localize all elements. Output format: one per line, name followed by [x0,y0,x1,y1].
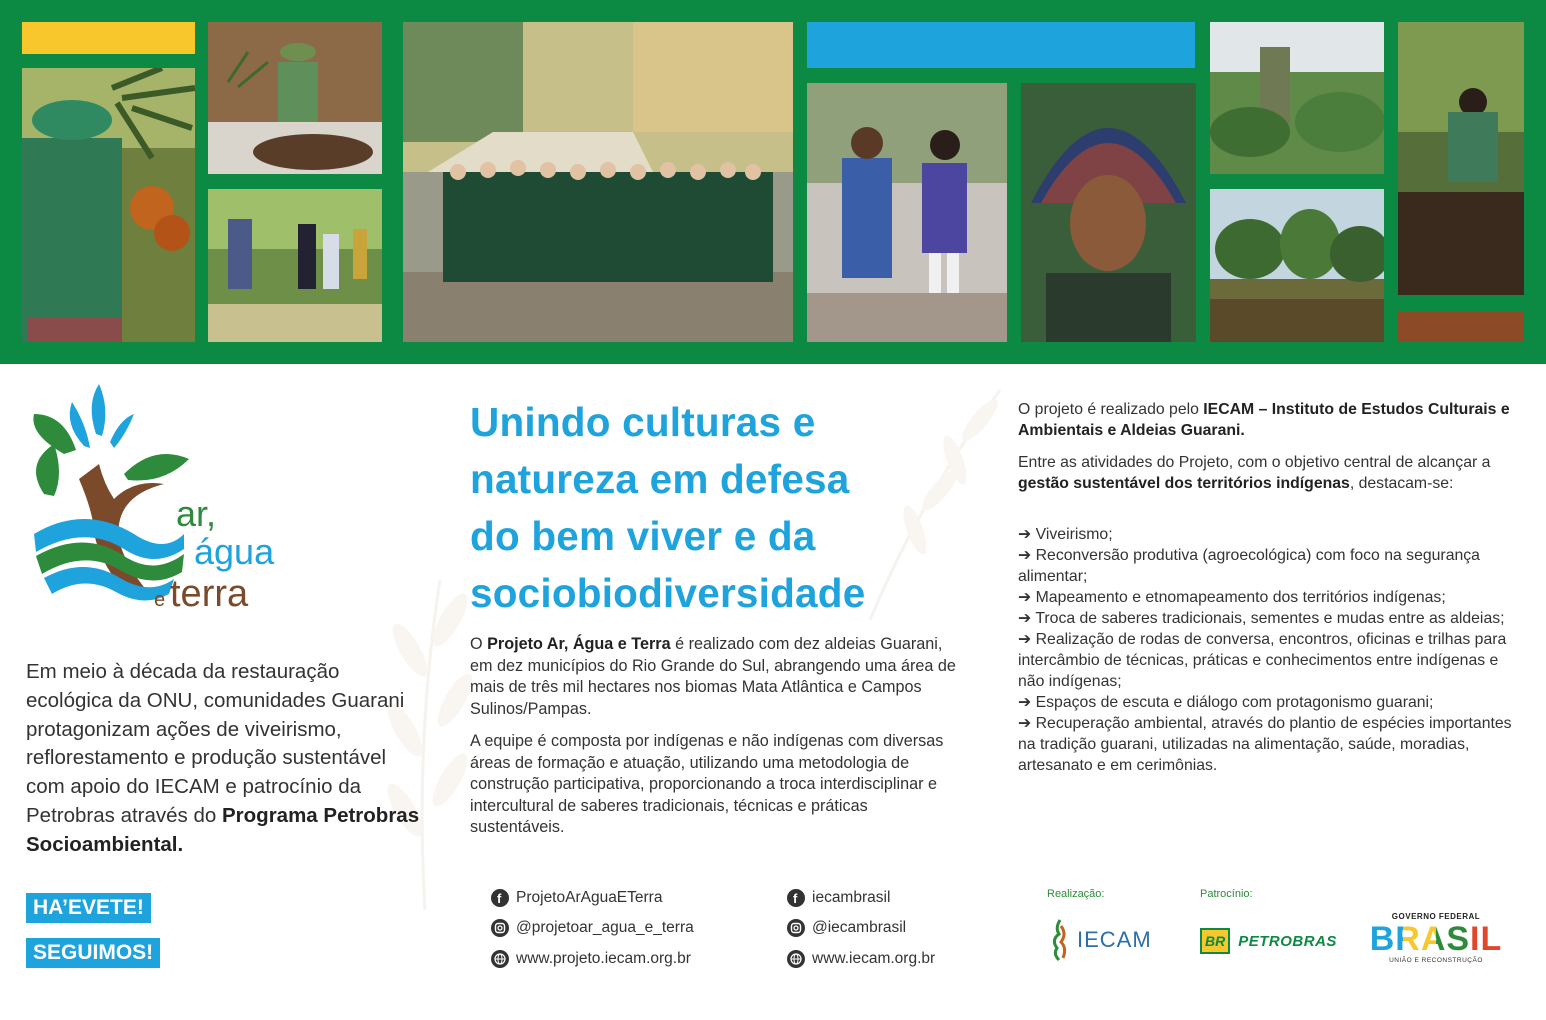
project-instagram-text: @projetoar_agua_e_terra [516,919,694,936]
petrobras-logo [1200,928,1337,954]
activity-item: ➔ Espaços de escuta e diálogo com protagonismo guarani; [1018,694,1434,711]
globe-icon [491,950,509,968]
realizacao-label: Realização: [1047,888,1105,900]
gov-top-text: GOVERNO FEDERAL [1391,912,1481,921]
project-website-link[interactable] [491,950,691,968]
activity-item: ➔ Realização de rodas de conversa, encontros, oficinas e trilhas para intercâmbio de técnicas, práticas e conhecimentos entre indígenas e não indígenas; [1018,631,1507,690]
logo-text-e: e [154,589,166,611]
facebook-icon [787,889,805,907]
photo-children-seedlings [807,83,1007,342]
body-p1-rest: é realizado com dez aldeias Guarani, em dez municípios do Rio Grande do Sul, abrangendo uma área de mais de três mil hectares nos biomas Mata Atlântica e Campos Sulinos/Pampas. [470,635,956,718]
headline-line-2: natureza em defesa [470,456,850,502]
right-p2-bold: gestão sustentável dos territórios indígenas [1018,475,1350,492]
headline [470,394,970,622]
photo-guarani-leader [1021,83,1196,342]
gov-bottom-text: UNIÃO E RECONSTRUÇÃO [1389,957,1483,964]
iecam-instagram-link[interactable] [787,919,906,937]
photo-man-planting [1398,22,1524,295]
intro-body: Em meio à década da restauração ecológica da ONU, comunidades Guarani protagonizam ações de viveirismo, reflorestamento e produção sustentável com apoio do IECAM e patrocínio da Petrobras através do [26,660,405,827]
headline-line-1: Unindo culturas e [470,399,816,445]
activity-item: ➔ Troca de saberes tradicionais, sementes e mudas entre as aldeias; [1018,610,1505,627]
petrobras-logo-text: PETROBRAS [1238,932,1337,950]
logo-text-terra: terra [170,573,249,615]
iecam-facebook-link[interactable] [787,889,890,907]
instagram-icon [491,919,509,937]
iecam-facebook-text: iecambrasil [812,889,891,906]
globe-icon [787,950,805,968]
photo-women-field [208,189,382,342]
photo-team-group [403,22,793,342]
right-paragraph-1 [1018,399,1518,441]
photo-nursery-garden [1210,22,1384,174]
right-p1-iecam: IECAM – Instituto de Estudos Culturais e Ambientais e Aldeias Guarani. [1018,401,1510,439]
right-p1-pre: O projeto é realizado pelo [1018,401,1204,418]
headline-line-4: sociobiodiversidade [470,570,866,616]
instagram-icon [787,919,805,937]
photo-soil-seedlings [208,22,382,174]
blue-swatch [807,22,1195,68]
activity-item: ➔ Recuperação ambiental, através do plantio de espécies importantes na tradição guarani, utilizadas na alimentação, saúde, moradias, artesanato e em cerimônias. [1018,715,1512,774]
facebook-icon [491,889,509,907]
body-paragraph-1 [470,634,960,720]
brown-swatch [1398,311,1524,342]
headline-line-3: do bem viver e da [470,513,816,559]
patrocinio-label: Patrocínio: [1200,888,1253,900]
project-facebook-text: ProjetoArAguaETerra [516,889,663,906]
iecam-logo [1047,918,1152,962]
activity-item: ➔ Mapeamento e etnomapeamento dos territórios indígenas; [1018,589,1446,606]
body-p1-project: Projeto Ar, Água e Terra [487,635,671,653]
photo-banner [0,0,1546,364]
right-p2-pre: Entre as atividades do Projeto, com o objetivo central de alcançar a [1018,454,1491,471]
gov-brasil-text: BRASIL [1369,920,1503,958]
activities-list [1018,524,1518,776]
iecam-website-text: www.iecam.org.br [812,950,936,967]
intro-text [26,658,426,860]
iecam-website-link[interactable] [787,950,935,968]
logo-text-ar: ar, [176,493,217,534]
body-p1-pre: O [470,635,488,653]
iecam-instagram-text: @iecambrasil [812,919,907,936]
photo-forest-trees [1210,189,1384,342]
seguimos-tag: SEGUIMOS! [26,938,160,968]
logo-text-agua: água [194,531,275,572]
iecam-figure-icon [1047,918,1073,962]
svg-text:f: f [793,891,798,906]
activity-item: ➔ Reconversão produtiva (agroecológica) com foco na segurança alimentar; [1018,547,1480,585]
iecam-logo-text: IECAM [1077,927,1152,952]
photo-palm-tree-worker [22,68,195,342]
petrobras-br-icon: BR [1200,928,1230,954]
ar-agua-terra-logo [24,384,284,620]
activity-item: ➔ Viveirismo; [1018,526,1113,543]
haevete-tag: HA’EVETE! [26,893,151,923]
project-website-text: www.projeto.iecam.org.br [516,950,691,967]
svg-text:f: f [497,891,502,906]
project-facebook-link[interactable] [491,889,662,907]
body-paragraph-2: A equipe é composta por indígenas e não indígenas com diversas áreas de formação e atuação, utilizando uma metodologia de construção participativa, proporcionando a troca interdisciplinar e intercultural de saberes tradicionais, técnicas e práticas sustentáveis. [470,732,944,836]
governo-federal-logo [1369,912,1503,964]
yellow-swatch [22,22,195,54]
right-p2-post: , destacam-se: [1349,475,1454,492]
intro-program-name: Programa Petrobras Socioambiental. [26,803,420,856]
project-instagram-link[interactable] [491,919,694,937]
right-paragraph-2 [1018,452,1518,494]
